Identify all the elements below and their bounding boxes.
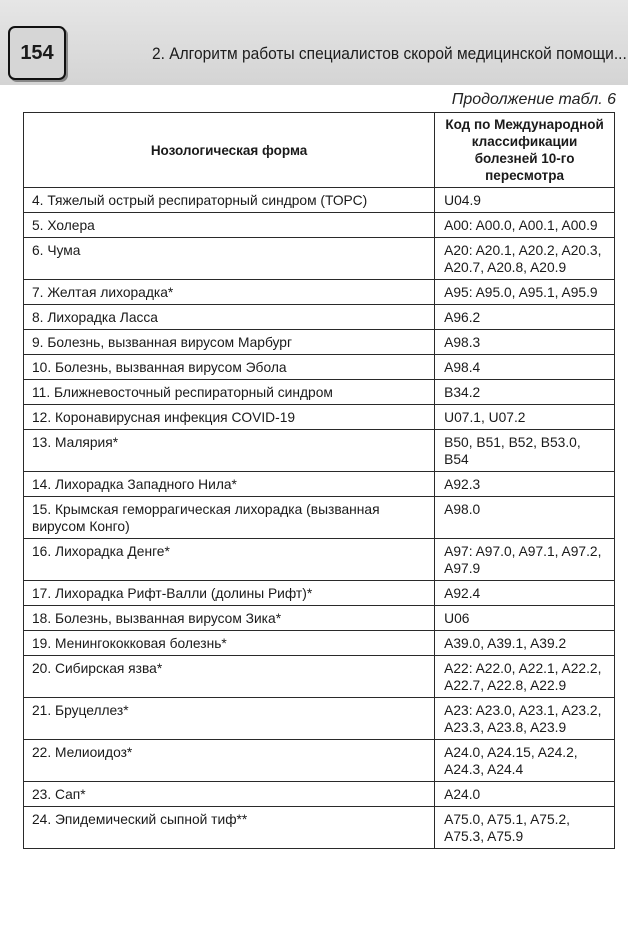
icd-code-cell: A20: A20.1, A20.2, A20.3, A20.7, A20.8, A20.9	[435, 238, 615, 280]
icd-code-cell: B50, B51, B52, B53.0, B54	[435, 430, 615, 472]
table-row	[24, 740, 615, 782]
icd-code-cell: A96.2	[435, 305, 615, 330]
table-row	[24, 539, 615, 581]
table-row	[24, 631, 615, 656]
nosological-form-cell: 15. Крымская геморрагическая лихорадка (вызванная вирусом Конго)	[24, 497, 435, 539]
page-header	[0, 0, 628, 85]
nosological-form-cell: 17. Лихорадка Рифт-Валли (долины Рифт)*	[24, 581, 435, 606]
nosological-form-cell: 9. Болезнь, вызванная вирусом Марбург	[24, 330, 435, 355]
nosological-form-cell: 10. Болезнь, вызванная вирусом Эбола	[24, 355, 435, 380]
disease-code-table	[23, 112, 615, 849]
nosological-form-cell: 4. Тяжелый острый респираторный синдром (ТОРС)	[24, 188, 435, 213]
nosological-form-cell: 13. Малярия*	[24, 430, 435, 472]
table-row	[24, 698, 615, 740]
nosological-form-cell: 22. Мелиоидоз*	[24, 740, 435, 782]
nosological-form-cell: 21. Бруцеллез*	[24, 698, 435, 740]
icd-code-cell: A98.0	[435, 497, 615, 539]
table-continuation-label: Продолжение табл. 6	[451, 91, 616, 108]
table-row	[24, 405, 615, 430]
icd-code-cell: A24.0	[435, 782, 615, 807]
table-row	[24, 213, 615, 238]
nosological-form-cell: 16. Лихорадка Денге*	[24, 539, 435, 581]
nosological-form-cell: 11. Ближневосточный респираторный синдром	[24, 380, 435, 405]
icd-code-cell: A39.0, A39.1, A39.2	[435, 631, 615, 656]
icd-code-cell: A92.4	[435, 581, 615, 606]
icd-code-cell: A75.0, A75.1, A75.2, A75.3, A75.9	[435, 807, 615, 849]
table-row	[24, 581, 615, 606]
nosological-form-cell: 24. Эпидемический сыпной тиф**	[24, 807, 435, 849]
icd-code-cell: U07.1, U07.2	[435, 405, 615, 430]
icd-code-cell: A22: A22.0, A22.1, A22.2, A22.7, A22.8, A22.9	[435, 656, 615, 698]
icd-code-cell: A97: A97.0, A97.1, A97.2, A97.9	[435, 539, 615, 581]
icd-code-cell: A92.3	[435, 472, 615, 497]
icd-code-cell: A24.0, A24.15, A24.2, A24.3, A24.4	[435, 740, 615, 782]
icd-code-cell: A00: A00.0, A00.1, A00.9	[435, 213, 615, 238]
table-row	[24, 355, 615, 380]
table-row	[24, 497, 615, 539]
nosological-form-cell: 23. Сап*	[24, 782, 435, 807]
icd-code-cell: B34.2	[435, 380, 615, 405]
icd-code-cell: U04.9	[435, 188, 615, 213]
table-row	[24, 807, 615, 849]
table-row	[24, 782, 615, 807]
column-header-form: Нозологическая форма	[24, 113, 435, 188]
icd-code-cell: A23: A23.0, A23.1, A23.2, A23.3, A23.8, A23.9	[435, 698, 615, 740]
nosological-form-cell: 14. Лихорадка Западного Нила*	[24, 472, 435, 497]
icd-code-cell: A98.4	[435, 355, 615, 380]
table-row	[24, 430, 615, 472]
table-row	[24, 330, 615, 355]
nosological-form-cell: 19. Менингококковая болезнь*	[24, 631, 435, 656]
table-row	[24, 380, 615, 405]
table-row	[24, 305, 615, 330]
nosological-form-cell: 8. Лихорадка Ласса	[24, 305, 435, 330]
icd-code-cell: U06	[435, 606, 615, 631]
icd-code-cell: A98.3	[435, 330, 615, 355]
icd-code-cell: A95: A95.0, A95.1, A95.9	[435, 280, 615, 305]
nosological-form-cell: 7. Желтая лихорадка*	[24, 280, 435, 305]
page-number: 154	[8, 26, 66, 80]
nosological-form-cell: 18. Болезнь, вызванная вирусом Зика*	[24, 606, 435, 631]
running-title: 2. Алгоритм работы специалистов скорой медицинской помощи...	[152, 45, 627, 63]
table-header-row	[24, 113, 615, 188]
table-row	[24, 238, 615, 280]
table-row	[24, 188, 615, 213]
nosological-form-cell: 12. Коронавирусная инфекция COVID-19	[24, 405, 435, 430]
table-row	[24, 606, 615, 631]
nosological-form-cell: 6. Чума	[24, 238, 435, 280]
table-row	[24, 472, 615, 497]
nosological-form-cell: 20. Сибирская язва*	[24, 656, 435, 698]
nosological-form-cell: 5. Холера	[24, 213, 435, 238]
table-row	[24, 280, 615, 305]
table-row	[24, 656, 615, 698]
column-header-code: Код по Международной классификации болезней 10-го пересмотра	[435, 113, 615, 188]
